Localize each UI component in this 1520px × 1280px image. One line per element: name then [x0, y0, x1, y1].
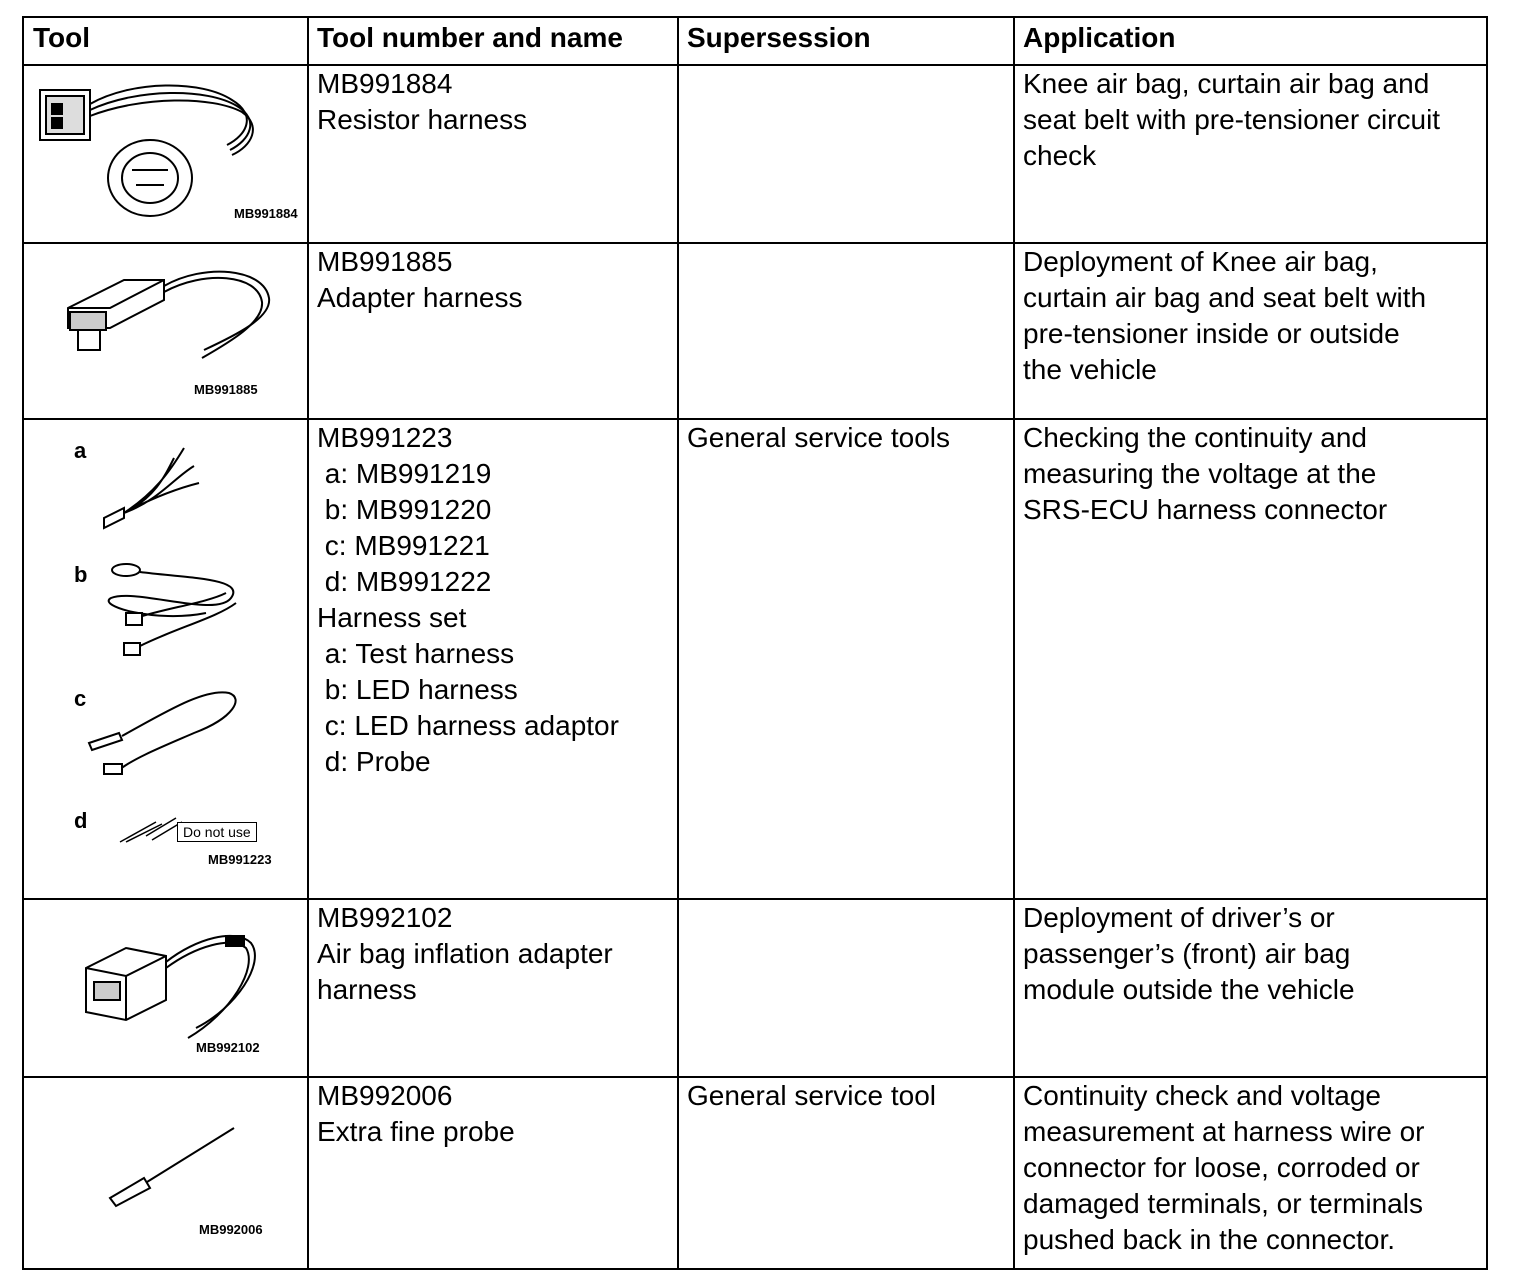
sub-label-c: c	[74, 686, 87, 711]
column-divider	[677, 18, 679, 1268]
sub-label-a: a	[74, 438, 87, 463]
test-harness-icon	[94, 438, 204, 538]
supersession: General service tool	[687, 1080, 937, 1111]
tool-image-label: MB991223	[208, 852, 272, 867]
header-tool: Tool	[33, 22, 91, 53]
tool-image-label: MB992006	[199, 1222, 263, 1237]
application: Knee air bag, curtain air bag and seat belt with pre-tensioner circuit check	[1023, 68, 1441, 171]
application: Continuity check and voltage measurement at harness wire or connector for loose, corroded or damaged terminals, or terminals pushed back in the connector.	[1023, 1080, 1425, 1255]
special-tools-table	[22, 16, 1488, 1270]
led-harness-icon	[96, 558, 246, 658]
header-application: Application	[1023, 22, 1176, 53]
tool-image-label: MB992102	[196, 1040, 260, 1055]
supersession: General service tools	[687, 422, 951, 453]
do-not-use-note: Do not use	[177, 822, 257, 842]
tool-number-name: MB992102 Air bag inflation adapter harness	[317, 902, 613, 1005]
application: Deployment of driver’s or passenger’s (front) air bag module outside the vehicle	[1023, 902, 1355, 1005]
tool-number-name: MB991223 a: MB991219 b: MB991220 c: MB991221 d: MB991222 Harness set a: Test harness b: LED harness c: LED harness adaptor d: Probe	[317, 422, 619, 777]
tool-number-name: MB992006 Extra fine probe	[317, 1080, 515, 1147]
led-harness-adaptor-icon	[84, 678, 244, 778]
sub-label-d: d	[74, 808, 88, 833]
sub-label-b: b	[74, 562, 88, 587]
probe-icon	[116, 808, 186, 848]
tool-number-name: MB991885 Adapter harness	[317, 246, 523, 313]
application: Checking the continuity and measuring the voltage at the SRS-ECU harness connector	[1023, 422, 1388, 525]
tool-number-name: MB991884 Resistor harness	[317, 68, 528, 135]
column-divider	[1013, 18, 1015, 1268]
application: Deployment of Knee air bag, curtain air bag and seat belt with pre-tensioner inside or outside the vehicle	[1023, 246, 1427, 385]
header-tool-number-name: Tool number and name	[317, 22, 623, 53]
header-supersession: Supersession	[687, 22, 871, 53]
inflation-adapter-harness-icon	[76, 918, 276, 1048]
adapter-harness-icon	[54, 258, 284, 378]
column-divider	[307, 18, 309, 1268]
tool-image-label: MB991885	[194, 382, 258, 397]
extra-fine-probe-icon	[104, 1118, 244, 1208]
tool-image-label: MB991884	[234, 206, 298, 221]
